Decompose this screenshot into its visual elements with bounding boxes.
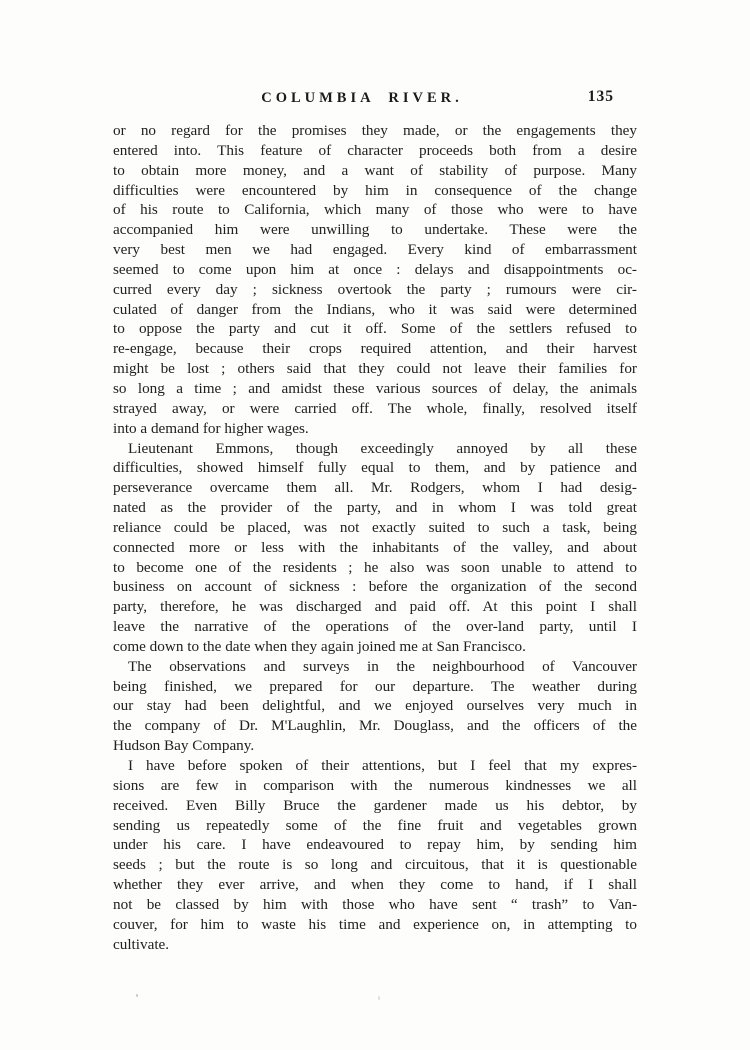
paragraph: [113, 657, 637, 756]
text-line: sions are few in comparison with the numerous kindnesses we all: [113, 776, 637, 794]
text-line: leave the narrative of the operations of the over-land party, until I: [113, 618, 637, 636]
text-line: culated of danger from the Indians, who it was said were determined: [113, 300, 637, 318]
text-line: reliance could be placed, was not exactly suited to such a task, being: [113, 518, 637, 536]
running-title: COLUMBIA RIVER.: [261, 90, 463, 106]
paragraph: [113, 439, 637, 657]
text-line: connected more or less with the inhabitants of the valley, and about: [113, 538, 637, 556]
text-line: of his route to California, which many of those who were to have: [113, 201, 637, 219]
text-line: the company of Dr. M'Laughlin, Mr. Douglass, and the officers of the: [113, 717, 637, 735]
text-line: might be lost ; others said that they could not leave their families for: [113, 360, 637, 378]
text-line: received. Even Billy Bruce the gardener made us his debtor, by: [113, 796, 637, 814]
text-line: seeds ; but the route is so long and circuitous, that it is questionable: [113, 856, 637, 874]
text-line: entered into. This feature of character proceeds both from a desire: [113, 141, 637, 159]
text-line: couver, for him to waste his time and experience on, in attempting to: [113, 915, 637, 933]
text-line: come down to the date when they again joined me at San Francisco.: [113, 637, 526, 655]
text-line: into a demand for higher wages.: [113, 419, 309, 437]
text-line: re-engage, because their crops required attention, and their harvest: [113, 340, 637, 358]
text-line: our stay had been delightful, and we enjoyed ourselves very much in: [113, 697, 637, 715]
text-line: so long a time ; and amidst these various sources of delay, the animals: [113, 379, 637, 397]
text-line: The observations and surveys in the neighbourhood of Vancouver: [128, 657, 637, 675]
text-line: difficulties, showed himself fully equal to them, and by patience and: [113, 459, 637, 477]
text-line: curred every day ; sickness overtook the party ; rumours were cir-: [113, 280, 637, 298]
text-line: I have before spoken of their attentions, but I feel that my expres-: [128, 757, 637, 774]
text-line: not be classed by him with those who have sent “ trash” to Van-: [113, 895, 637, 913]
text-block: [113, 121, 637, 954]
text-line: seemed to come upon him at once : delays and disappointments oc-: [113, 260, 637, 278]
text-line: or no regard for the promises they made, or the engagements they: [113, 122, 637, 139]
text-line: to oppose the party and cut it off. Some of the settlers refused to: [113, 320, 637, 338]
paragraph: [113, 756, 637, 954]
text-line: strayed away, or were carried off. The whole, finally, resolved itself: [113, 399, 637, 417]
text-line: being finished, we prepared for our departure. The weather during: [113, 677, 637, 695]
paragraph: [113, 121, 637, 439]
text-line: accompanied him were unwilling to undertake. These were the: [113, 221, 637, 239]
text-line: perseverance overcame them all. Mr. Rodgers, whom I had desig-: [113, 479, 637, 497]
text-line: very best men we had engaged. Every kind of embarrassment: [113, 241, 637, 259]
text-line: whether they ever arrive, and when they come to hand, if I shall: [113, 876, 637, 894]
text-line: under his care. I have endeavoured to repay him, by sending him: [113, 836, 637, 854]
text-line: party, therefore, he was discharged and paid off. At this point I shall: [113, 598, 637, 616]
text-line: cultivate.: [113, 935, 170, 953]
text-line: nated as the provider of the party, and in whom I was told great: [113, 499, 637, 517]
text-line: to obtain more money, and a want of stability of purpose. Many: [113, 161, 637, 179]
text-line: to become one of the residents ; he also was soon unable to attend to: [113, 558, 637, 576]
page-header: [113, 89, 637, 111]
scan-speck: [378, 996, 380, 1000]
scan-speck: [136, 994, 138, 997]
text-line: difficulties were encountered by him in consequence of the change: [113, 181, 637, 199]
text-line: Hudson Bay Company.: [113, 737, 255, 755]
page-number: 135: [587, 88, 614, 105]
text-line: sending us repeatedly some of the fine fruit and vegetables grown: [113, 816, 637, 834]
text-line: business on account of sickness : before the organization of the second: [113, 578, 637, 596]
text-line: Lieutenant Emmons, though exceedingly annoyed by all these: [128, 439, 637, 457]
